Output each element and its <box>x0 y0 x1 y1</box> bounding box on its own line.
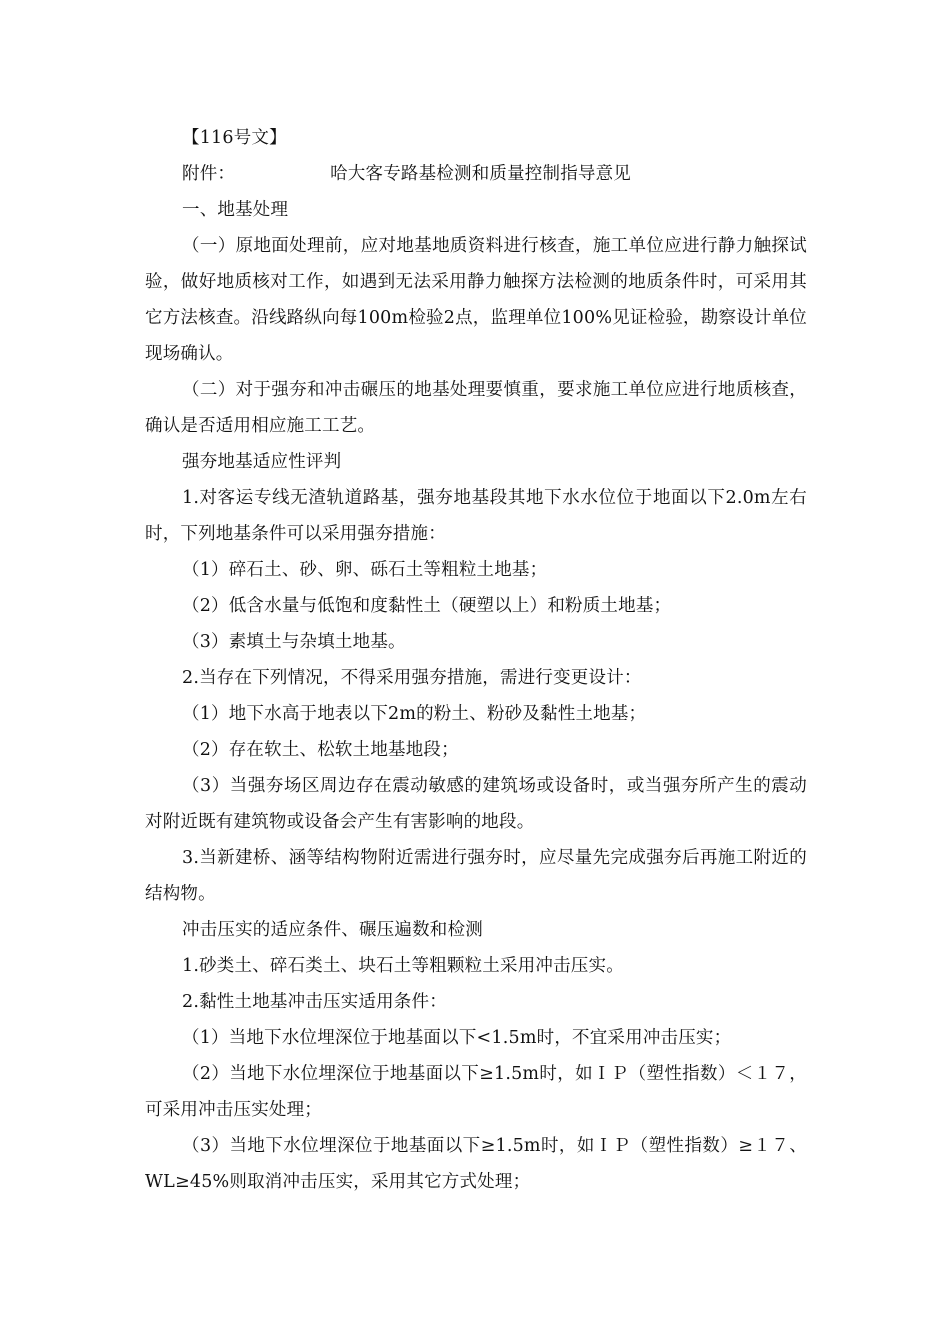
subsection-heading: 冲击压实的适应条件、碾压遍数和检测 <box>182 920 483 940</box>
list-item: （2）低含水量与低饱和度黏性土（硬塑以上）和粉质土地基； <box>182 596 672 616</box>
paragraph: （一）原地面处理前，应对地基地质资料进行核查，施工单位应进行静力触探试验，做好地质核对工作，如遇到无法采用静力触探方法检测的地质条件时，可采用其它方法核查。沿线路纵向每100m检验2点，监理单位100%见证检验，勘察设计单位现场确认。 <box>145 236 807 364</box>
attachment-line <box>145 156 807 192</box>
list-item: （1）当地下水位埋深位于地基面以下<1.5m时，不宜采用冲击压实； <box>182 1028 732 1048</box>
paragraph: （二）对于强夯和冲击碾压的地基处理要慎重，要求施工单位应进行地质核查，确认是否适用相应施工工艺。 <box>145 380 807 436</box>
paragraph: 3.当新建桥、涵等结构物附近需进行强夯时，应尽量先完成强夯后再施工附近的结构物。 <box>145 848 807 904</box>
paragraph: 1.对客运专线无渣轨道路基，强夯地基段其地下水水位位于地面以下2.0m左右时，下列地基条件可以采用强夯措施： <box>145 488 807 544</box>
attachment-title: 哈大客专路基检测和质量控制指导意见 <box>330 164 632 184</box>
list-item: （3）当强夯场区周边存在震动敏感的建筑场或设备时，或当强夯所产生的震动对附近既有建筑物或设备会产生有害影响的地段。 <box>145 776 807 832</box>
attachment-label: 附件： <box>182 164 236 184</box>
paragraph: 1.砂类土、碎石类土、块石土等粗颗粒土采用冲击压实。 <box>182 956 624 976</box>
list-item: （1）地下水高于地表以下2m的粉土、粉砂及黏性土地基； <box>182 704 647 724</box>
list-item: （1）碎石土、砂、卵、砾石土等粗粒土地基； <box>182 560 548 580</box>
list-item: （2）存在软土、松软土地基地段； <box>182 740 459 760</box>
list-item: （3）当地下水位埋深位于地基面以下≥1.5m时，如ＩＰ（塑性指数）≥１７、WL≥45%则取消冲击压实，采用其它方式处理； <box>145 1136 807 1192</box>
document-body <box>145 120 807 1200</box>
paragraph: 2.当存在下列情况，不得采用强夯措施，需进行变更设计： <box>182 668 642 688</box>
section-heading: 一、地基处理 <box>182 200 289 220</box>
subsection-heading: 强夯地基适应性评判 <box>182 452 342 472</box>
list-item: （2）当地下水位埋深位于地基面以下≥1.5m时，如ＩＰ（塑性指数）＜１７，可采用冲击压实处理； <box>145 1064 807 1120</box>
list-item: （3）素填土与杂填土地基。 <box>182 632 406 652</box>
document-header: 【116号文】 <box>182 128 287 148</box>
paragraph: 2.黏性土地基冲击压实适用条件： <box>182 992 447 1012</box>
